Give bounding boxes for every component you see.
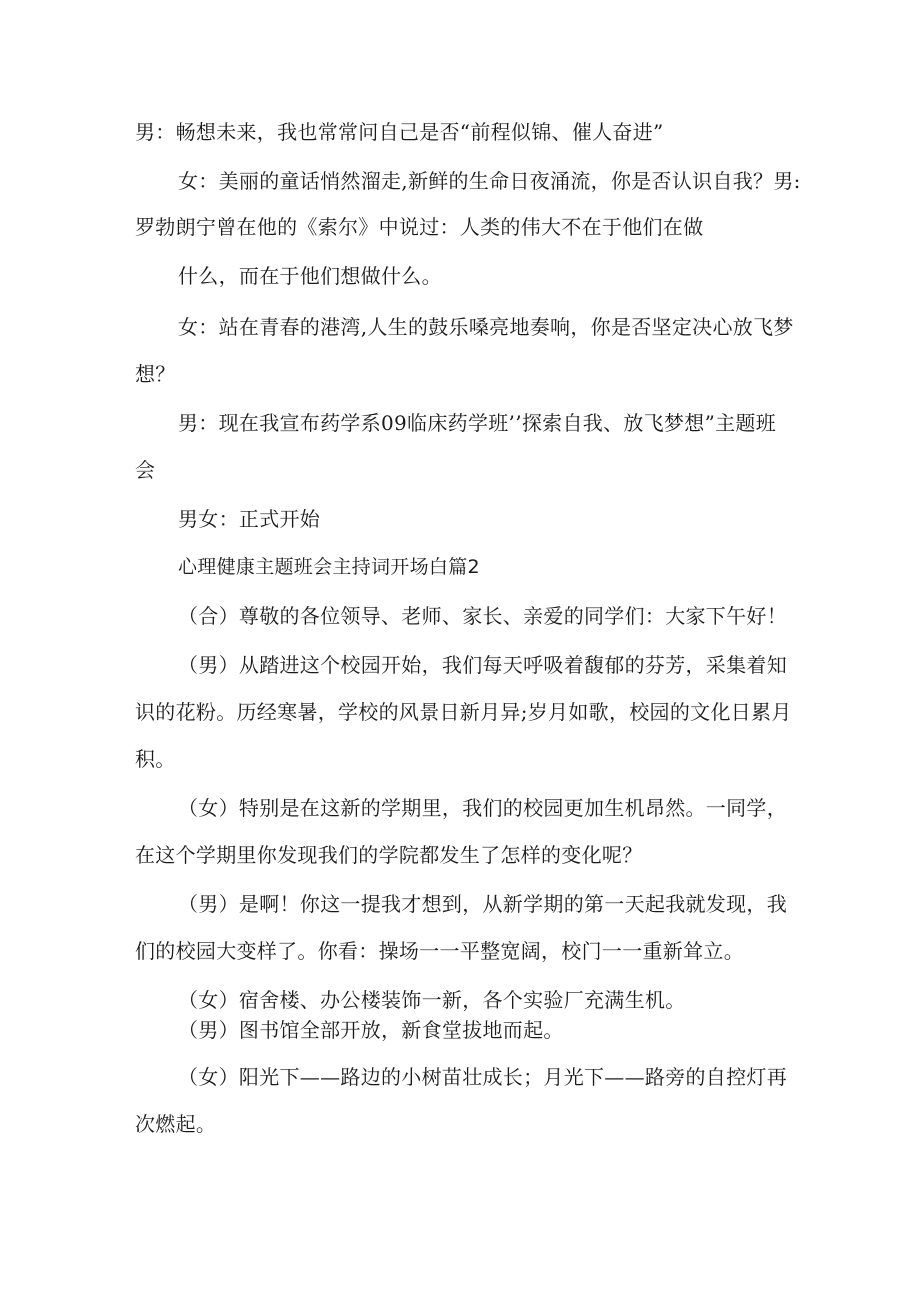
text-line: 男：畅想未来，我也常常问自己是否“前程似锦、催人奋进” [135, 120, 664, 144]
text-line: 男女：正式开始 [178, 507, 321, 531]
text-line: （男）是啊！你这一提我才想到，从新学期的第一天起我就发现，我 [178, 892, 787, 916]
text-line: 什么，而在于他们想做什么。 [178, 264, 442, 288]
text-line: 罗勃朗宁曾在他的《索尔》中说过：人类的伟大不在于他们在做 [135, 215, 704, 239]
text-line: 们的校园大变样了。你看：操场一一平整宽阔，校门一一重新耸立。 [135, 939, 744, 963]
section-heading: 心理健康主题班会主持词开场白篇2 [178, 556, 480, 578]
text-line: （女）阳光下——路边的小树苗壮成长；月光下——路旁的自控灯再 [178, 1065, 787, 1089]
text-line: 识的花粉。历经寒暑，学校的风景日新月异;岁月如歌，校园的文化日累月 [135, 700, 792, 724]
text-line: （男）从踏进这个校园开始，我们每天呼吸着馥郁的芬芳，采集着知 [178, 653, 787, 677]
text-line: 积。 [135, 747, 176, 771]
text-line: 在这个学期里你发现我们的学院都发生了怎样的变化呢？ [135, 843, 643, 867]
text-line: （合）尊敬的各位领导、老师、家长、亲爱的同学们：大家下午好！ [178, 604, 787, 628]
text-line: 女：站在青春的港湾,人生的鼓乐嗓亮地奏响，你是否坚定决心放飞梦 [178, 315, 794, 339]
text-line: （女）宿舍楼、办公楼装饰一新，各个实验厂充满生机。 [178, 988, 686, 1012]
text-line: 男：现在我宣布药学系09临床药学班’’探索自我、放飞梦想”主题班 [178, 411, 776, 435]
text-line: 女：美丽的童话悄然溜走,新鲜的生命日夜涌流，你是否认识自我？男: [178, 169, 801, 193]
text-line: （男）图书馆全部开放，新食堂拔地而起。 [178, 1018, 564, 1042]
text-line: 会 [135, 458, 156, 482]
text-line: 次燃起。 [135, 1112, 217, 1136]
text-line: （女）特别是在这新的学期里，我们的校园更加生机昂然。一同学， [178, 796, 787, 820]
text-line: 想？ [135, 362, 176, 386]
